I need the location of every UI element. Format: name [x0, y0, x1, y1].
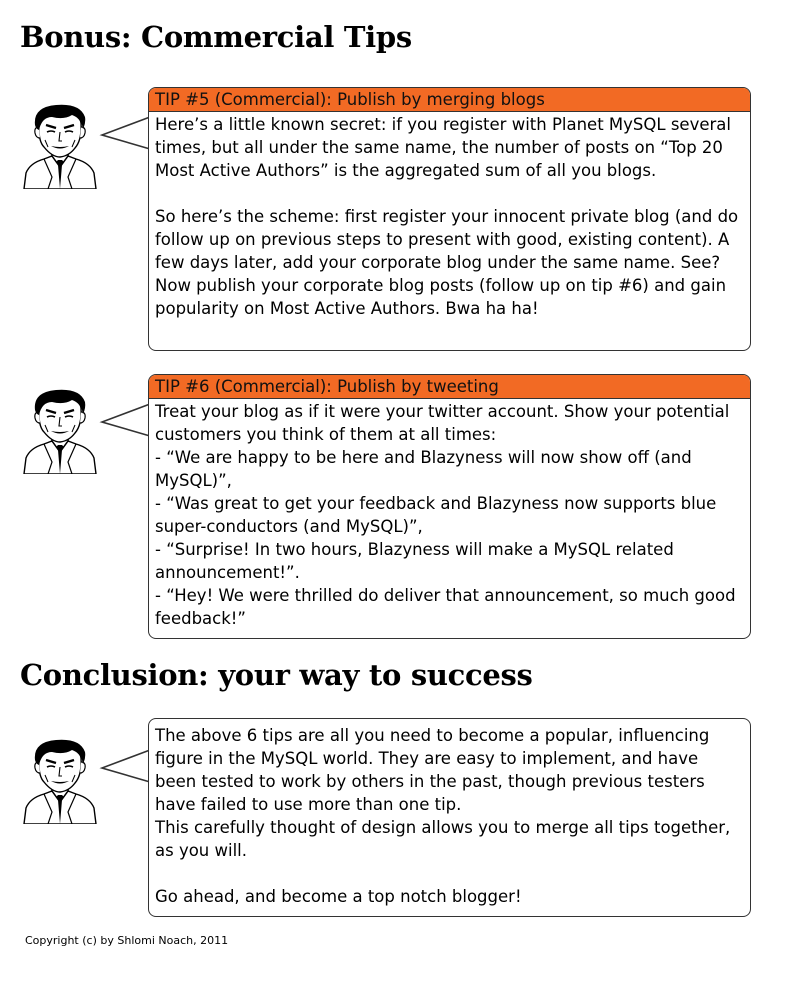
- man-in-suit-icon: [22, 103, 98, 189]
- tip-5-bubble: [148, 87, 751, 351]
- tip-6-title: TIP #6 (Commercial): Publish by tweeting: [149, 375, 750, 399]
- conclusion-bubble: [148, 718, 751, 917]
- speech-pointer: [100, 746, 152, 786]
- tip-6-quote: - “We are happy to be here and Blazyness will now show off (and MySQL)”,: [155, 448, 692, 490]
- bonus-heading: Bonus: Commercial Tips: [20, 20, 412, 54]
- tip-5-title: TIP #5 (Commercial): Publish by merging blogs: [149, 88, 750, 112]
- tip-6-quote: - “Was great to get your feedback and Blazyness now supports blue super-conductors (and MySQL)”,: [155, 494, 717, 536]
- tip-6-paragraph: Treat your blog as if it were your twitter account. Show your potential customers you think of them at all times:: [155, 402, 730, 444]
- man-in-suit-icon: [22, 388, 98, 474]
- conclusion-paragraph: The above 6 tips are all you need to become a popular, influencing figure in the MySQL world. They are easy to implement, and have been tested to work by others in the past, though previous testers have failed to use more than one tip.: [155, 726, 710, 814]
- speech-pointer: [100, 113, 152, 153]
- conclusion-paragraph: Go ahead, and become a top notch blogger!: [155, 887, 522, 906]
- tip-5-paragraph: Here’s a little known secret: if you register with Planet MySQL several times, but all under the same name, the number of posts on “Top 20 Most Active Authors” is the aggregated sum of all you blogs.: [155, 115, 731, 180]
- copyright-notice: Copyright (c) by Shlomi Noach, 2011: [25, 934, 229, 947]
- conclusion-heading: Conclusion: your way to success: [20, 658, 533, 692]
- tip-6-quote: - “Hey! We were thrilled do deliver that announcement, so much good feedback!”: [155, 586, 736, 628]
- tip-6-bubble: [148, 374, 751, 639]
- tip-5-paragraph: So here’s the scheme: first register your innocent private blog (and do follow up on previous steps to present with good, existing content). A few days later, add your corporate blog under the same name. See?: [155, 207, 739, 272]
- tip-6-quote: - “Surprise! In two hours, Blazyness will make a MySQL related announcement!”.: [155, 540, 674, 582]
- speech-pointer: [100, 400, 152, 440]
- tip-5-paragraph: Now publish your corporate blog posts (follow up on tip #6) and gain popularity on Most Active Authors. Bwa ha ha!: [155, 276, 727, 318]
- conclusion-paragraph: This carefully thought of design allows you to merge all tips together, as you will.: [155, 818, 731, 860]
- man-in-suit-icon: [22, 738, 98, 824]
